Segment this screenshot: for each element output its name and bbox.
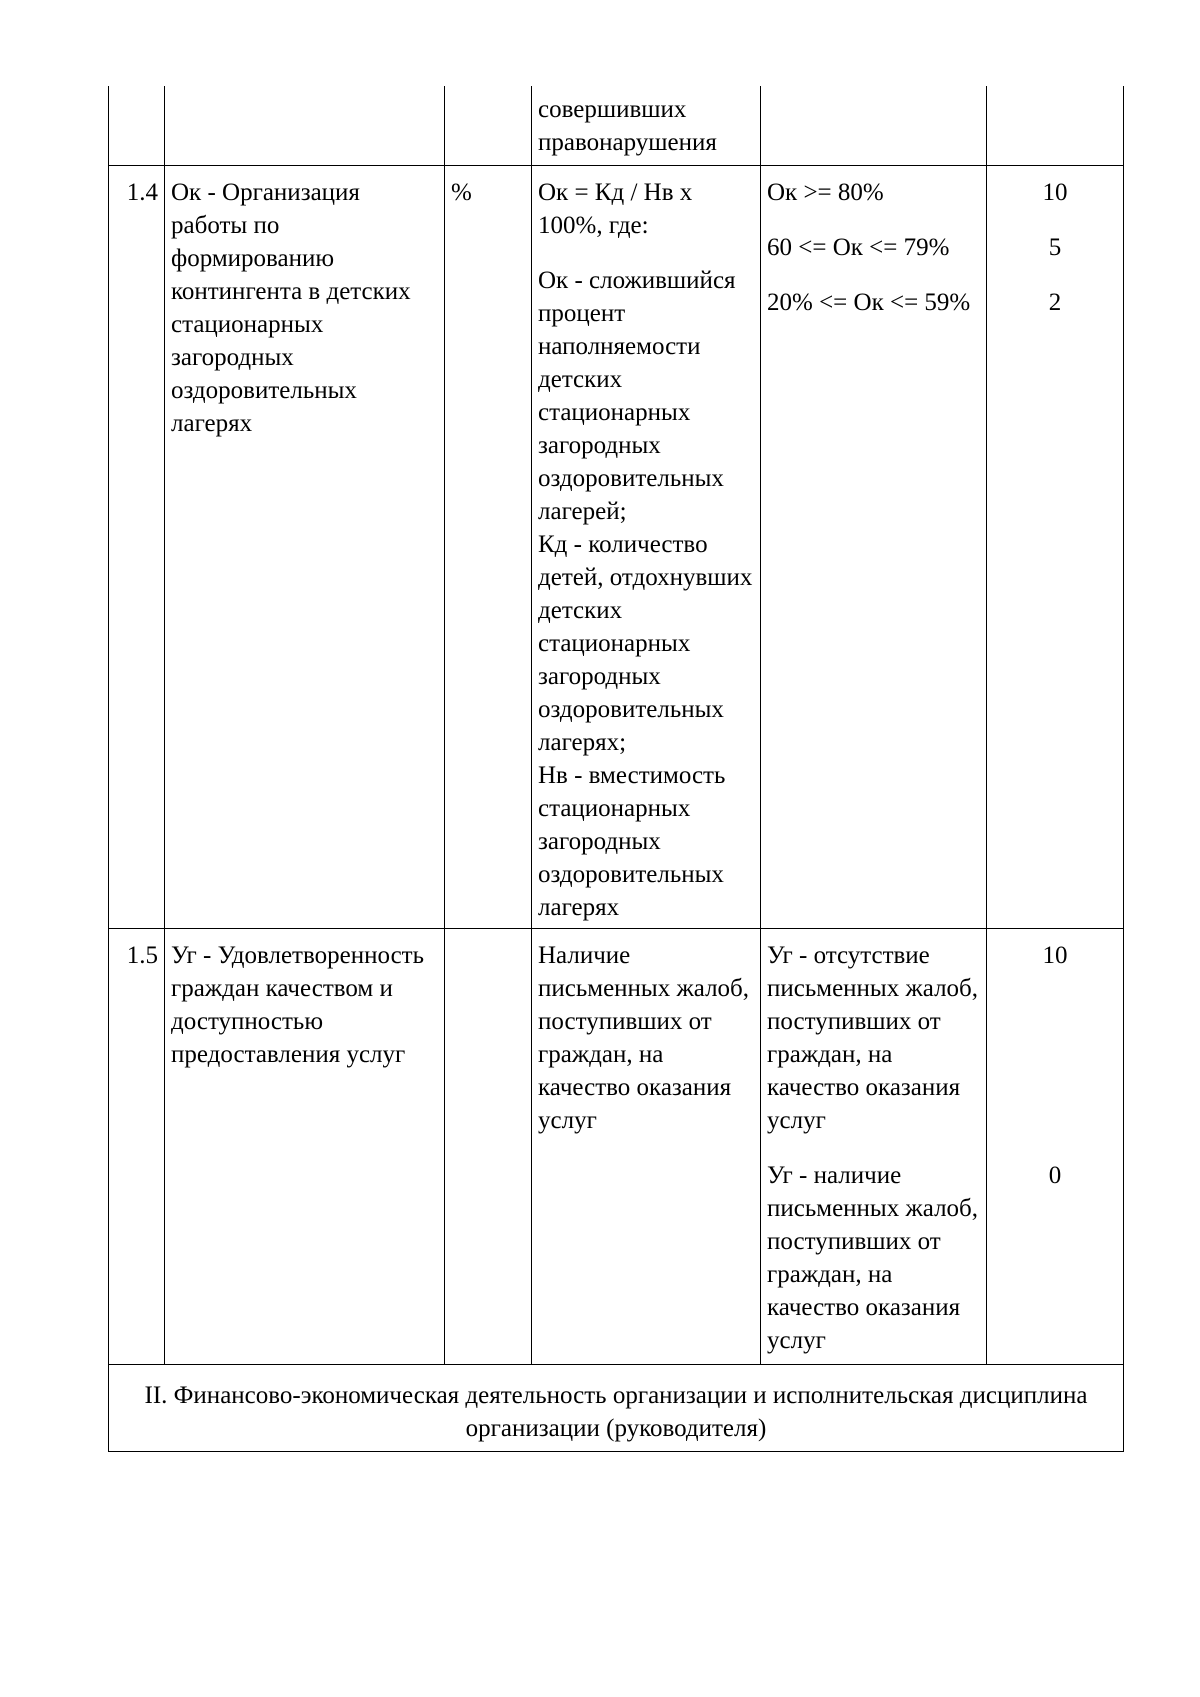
score-cell [987,166,1124,929]
table-row-continuation [109,86,1124,166]
score-value: 2 [1048,289,1062,316]
score-value: 10 [1042,942,1068,969]
condition-item: 20% <= Ок <= 59% [767,289,971,316]
table-row-1-4 [109,166,1124,929]
condition-item: Уг - отсутствие письменных жалоб, поступивших от граждан, на качество оказания услуг [767,942,979,1134]
section-heading: II. Финансово-экономическая деятельность организации и исполнительская дисциплина организации (руководителя) [109,1365,1124,1452]
unit-cell [445,86,532,166]
score-value: 0 [1048,1162,1062,1189]
formula-line: правонарушения [538,129,717,156]
formula-line: совершивших [538,96,687,123]
score-value: 10 [1042,179,1068,206]
spacer [538,242,754,264]
indicator-name-cell: Уг - Удовлетворенность граждан качеством и доступностью предоставления услуг [165,929,445,1365]
table-row-1-5 [109,929,1124,1365]
row-number-cell [109,86,165,166]
condition-item: 60 <= Ок <= 79% [767,234,950,261]
formula-definition: Ок - сложившийся процент наполняемости детских стационарных загородных оздоровительных лагерей; [538,267,736,525]
indicator-name-cell [165,86,445,166]
condition-cell [761,166,987,929]
row-number-cell: 1.4 [109,166,165,929]
condition-item: Уг - наличие письменных жалоб, поступивших от граждан, на качество оказания услуг [767,1162,979,1354]
condition-cell [761,929,987,1365]
criteria-table [108,86,1124,1452]
unit-cell [445,929,532,1365]
formula-cell [532,166,761,929]
formula-cell: Наличие письменных жалоб, поступивших от граждан, на качество оказания услуг [532,929,761,1365]
formula-cell [532,86,761,166]
formula-intro: Ок = Кд / Нв x 100%, где: [538,179,693,239]
condition-item: Ок >= 80% [767,179,884,206]
score-value: 5 [1048,234,1062,261]
score-cell [987,929,1124,1365]
unit-cell: % [445,166,532,929]
section-heading-row [109,1365,1124,1452]
condition-cell [761,86,987,166]
formula-definition: Нв - вместимость стационарных загородных оздоровительных лагерях [538,762,726,921]
score-cell [987,86,1124,166]
indicator-name-cell: Ок - Организация работы по формированию контингента в детских стационарных загородных оздоровительных лагерях [165,166,445,929]
formula-definition: Кд - количество детей, отдохнувших детских стационарных загородных оздоровительных лагерях; [538,531,753,756]
row-number-cell: 1.5 [109,929,165,1365]
